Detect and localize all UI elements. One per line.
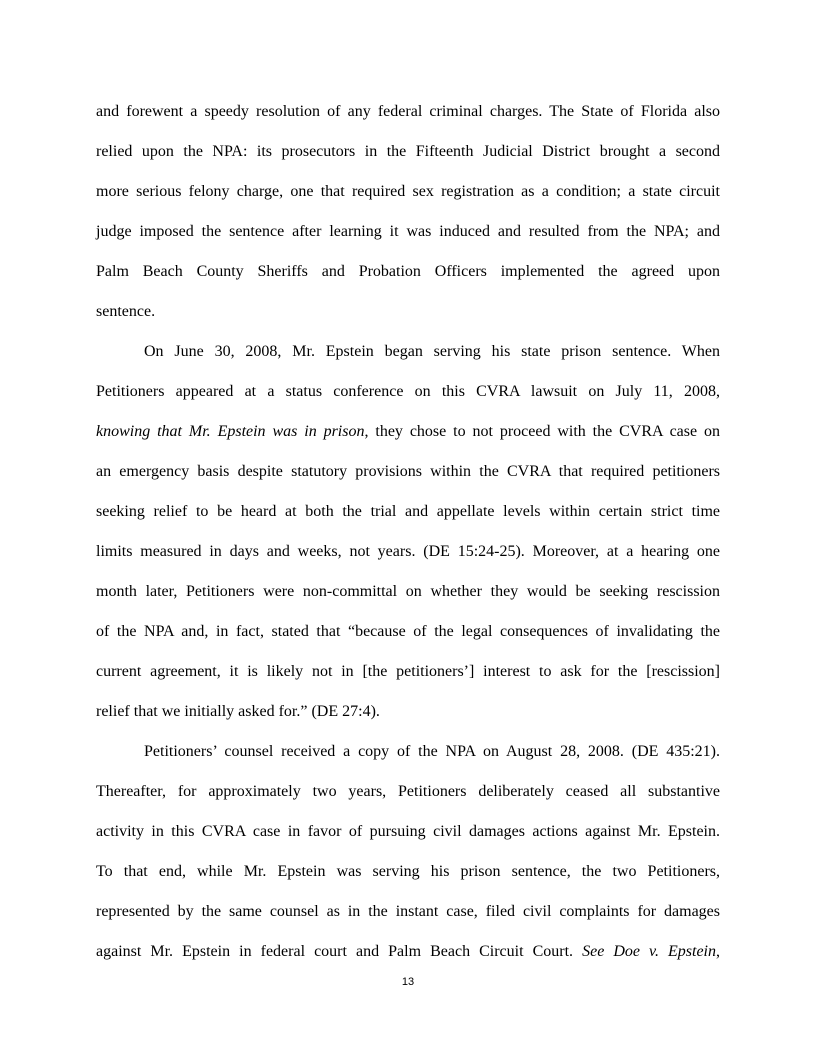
text-line: relief that we initially asked for.” (DE 27:4). [96, 703, 380, 720]
text-line: limits measured in days and weeks, not years. (DE 15:24-25). Moreover, at a hearing one [96, 543, 720, 560]
text-line [96, 412, 720, 452]
text-line: Petitioners appeared at a status conference on this CVRA lawsuit on July 11, 2008, [96, 383, 720, 400]
text-line: month later, Petitioners were non-committal on whether they would be seeking rescission [96, 583, 720, 600]
text-line: To that end, while Mr. Epstein was serving his prison sentence, the two Petitioners, [96, 863, 720, 880]
page-number: 13 [401, 976, 415, 988]
text-line: Palm Beach County Sheriffs and Probation Officers implemented the agreed upon [96, 263, 720, 280]
text-line: judge imposed the sentence after learning it was induced and resulted from the NPA; and [96, 223, 720, 240]
text-line: sentence. [96, 303, 156, 320]
text-line: activity in this CVRA case in favor of pursuing civil damages actions against Mr. Epstein. [96, 823, 720, 840]
text-line: represented by the same counsel as in the instant case, filed civil complaints for damages [96, 903, 720, 920]
case-citation: See Doe v. Epstein [582, 943, 717, 960]
text-line: and forewent a speedy resolution of any federal criminal charges. The State of Florida also [96, 103, 720, 120]
text-span: , [716, 943, 721, 960]
text-line: current agreement, it is likely not in [the petitioners’] interest to ask for the [rescission] [96, 663, 720, 680]
text-line: Petitioners’ counsel received a copy of the NPA on August 28, 2008. (DE 435:21). [144, 743, 720, 760]
text-line: an emergency basis despite statutory provisions within the CVRA that required petitioners [96, 463, 720, 480]
text-line: relied upon the NPA: its prosecutors in the Fifteenth Judicial District brought a second [96, 143, 720, 160]
text-line [96, 932, 720, 972]
text-line: Thereafter, for approximately two years, Petitioners deliberately ceased all substantive [96, 783, 720, 800]
document-body [96, 92, 720, 972]
text-span: , they chose to not proceed with the CVRA case on [364, 423, 721, 440]
text-line: On June 30, 2008, Mr. Epstein began serving his state prison sentence. When [144, 343, 720, 360]
text-span: against Mr. Epstein in federal court and Palm Beach Circuit Court. [96, 943, 583, 960]
italic-phrase: knowing that Mr. Epstein was in prison [96, 423, 365, 440]
text-line: more serious felony charge, one that required sex registration as a condition; a state circuit [96, 183, 720, 200]
text-line: seeking relief to be heard at both the trial and appellate levels within certain strict time [96, 503, 720, 520]
text-line: of the NPA and, in fact, stated that “because of the legal consequences of invalidating the [96, 623, 720, 640]
